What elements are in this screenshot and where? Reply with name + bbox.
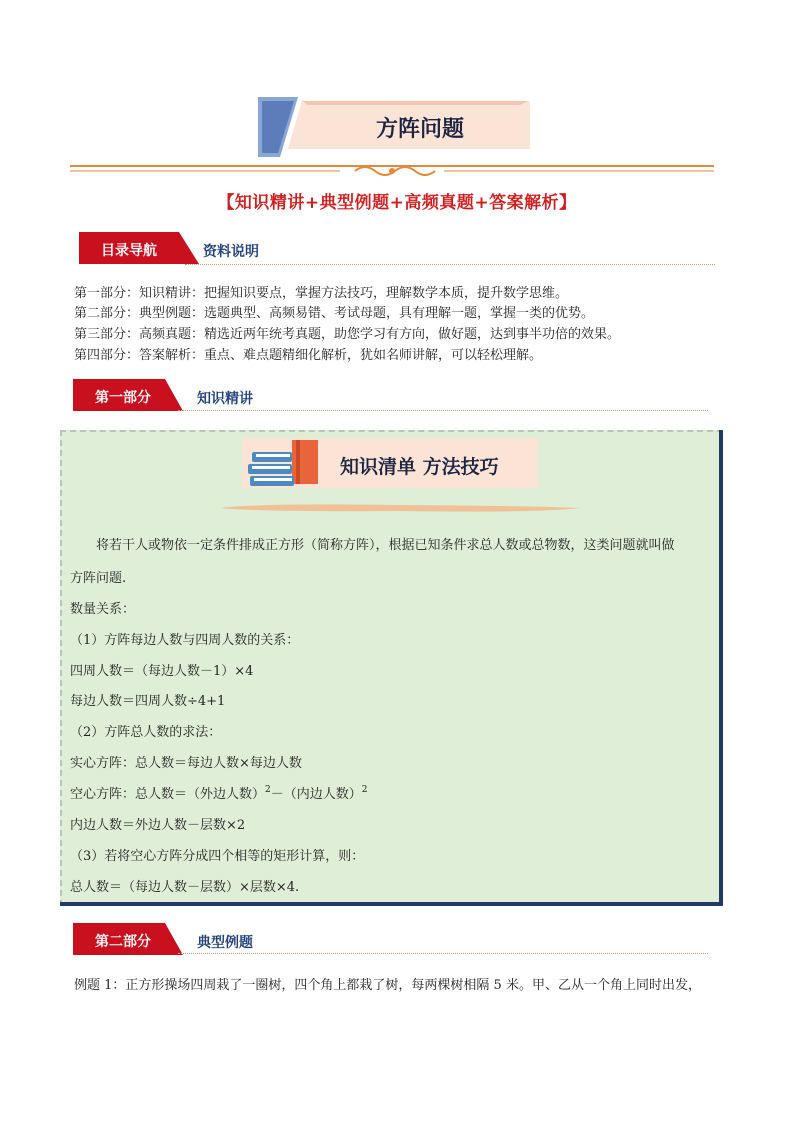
example-question: 例题 1：正方形操场四周栽了一圈树，四个角上都栽了树，每两棵树相隔 5 米。甲、乙从一个角上同时出发， (74, 978, 701, 993)
dotted-rule (178, 953, 708, 954)
knowledge-banner-title: 知识清单 方法技巧 (340, 456, 499, 478)
nav-tab-label: 目录导航 (101, 243, 157, 259)
nav-item: 第二部分：典型例题：选题典型、高频易错、考试母题，具有理解一题，掌握一类的优势。 (74, 306, 595, 321)
formula-part: 空心方阵：总人数＝（外边人数） (70, 787, 266, 802)
nav-item: 第四部分：答案解析：重点、难点题精细化解析，犹如名师讲解，可以轻松理解。 (74, 348, 543, 363)
knowledge-formula: 总人数＝（每边人数－层数）×层数×4. (70, 880, 300, 895)
knowledge-text: （1）方阵每边人数与四周人数的关系： (70, 633, 300, 648)
knowledge-text: 将若干人或物依一定条件排成正方形（简称方阵），根据已知条件求总人数或总物数，这类问题就叫做 (96, 538, 675, 553)
knowledge-formula (70, 783, 368, 802)
knowledge-formula: 每边人数＝四周人数÷4+1 (70, 694, 226, 709)
knowledge-text: 数量关系： (70, 602, 136, 617)
knowledge-formula: 四周人数＝（每边人数－1）×4 (70, 664, 254, 679)
dotted-rule (185, 264, 715, 265)
books-icon (248, 438, 324, 490)
page-title: 方阵问题 (375, 116, 464, 142)
nav-item: 第三部分：高频真题：精选近两年统考真题，助您学习有方向，做好题，达到事半功倍的效果。 (74, 327, 621, 342)
subtitle: 【知识精讲+典型例题+高频真题+答案解析】 (217, 193, 577, 213)
knowledge-text: （2）方阵总人数的求法： (70, 725, 222, 740)
part1-tab-label: 第一部分 (95, 390, 151, 406)
knowledge-formula: 内边人数＝外边人数－层数×2 (70, 818, 246, 833)
formula-part: －（内边人数） (270, 787, 362, 802)
knowledge-text: 方阵问题. (70, 571, 127, 586)
exponent: 2 (361, 785, 368, 795)
nav-item: 第一部分：知识精讲：把握知识要点，掌握方法技巧，理解数学本质，提升数学思维。 (74, 286, 569, 301)
part1-heading: 知识精讲 (197, 391, 253, 407)
part2-tab-label: 第二部分 (95, 934, 151, 950)
knowledge-text: （3）若将空心方阵分成四个相等的矩形计算，则： (70, 849, 365, 864)
exponent: 2 (265, 785, 271, 795)
dotted-rule (178, 410, 708, 411)
part2-heading: 典型例题 (197, 935, 253, 951)
brush-stroke (220, 502, 580, 514)
ornament-divider (70, 162, 714, 176)
knowledge-formula: 实心方阵：总人数＝每边人数×每边人数 (70, 756, 302, 771)
nav-heading: 资料说明 (203, 244, 259, 260)
